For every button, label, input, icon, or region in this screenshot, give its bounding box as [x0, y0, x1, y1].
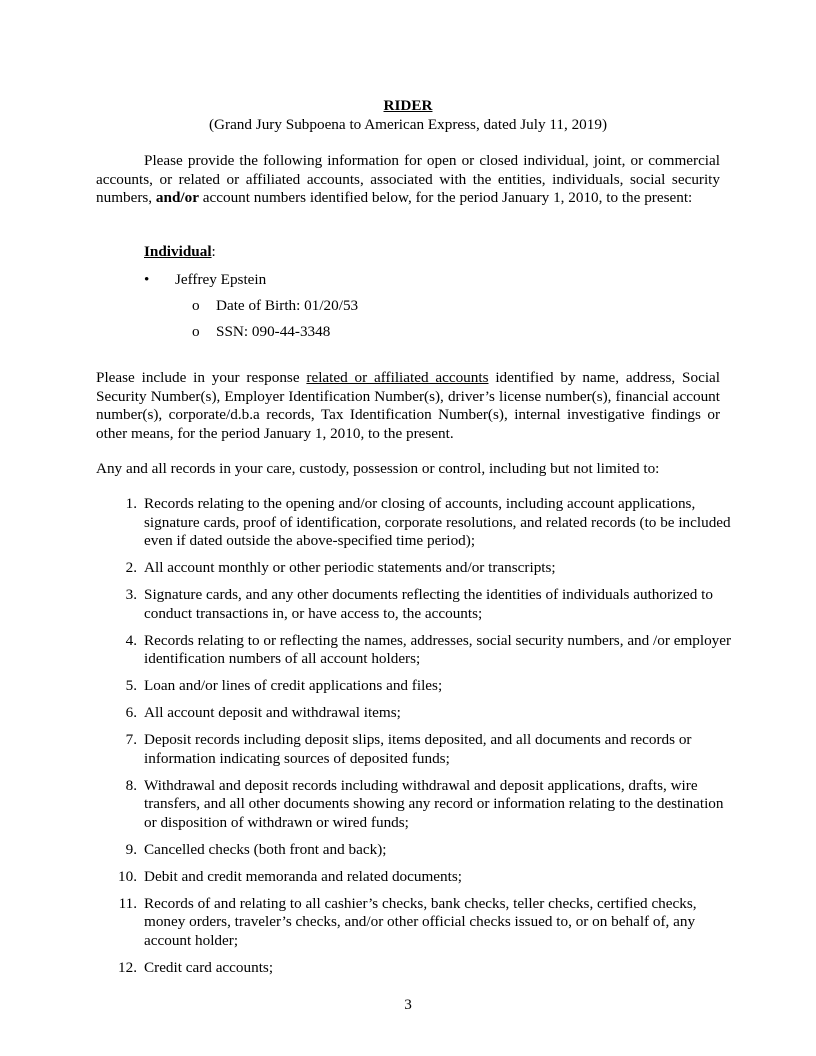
- list-item-number: 11.: [118, 894, 137, 912]
- individual-detail-item: [192, 297, 358, 316]
- list-item-text: All account monthly or other periodic statements and/or transcripts;: [144, 559, 556, 576]
- list-item-text: Withdrawal and deposit records including withdrawal and deposit applications, drafts, wire transfers, and all other documents showing any record or information relating to the destination or disposition of withdrawn or wired funds;: [144, 776, 724, 831]
- records-list: [96, 495, 739, 986]
- section-heading-label: Individual: [144, 243, 212, 260]
- list-item-number: 5.: [125, 677, 137, 694]
- list-item: [96, 868, 736, 887]
- individual-name: Jeffrey Epstein: [175, 271, 267, 288]
- related-text-after: identified by name, address, Social Security Number(s), Employer Identification Number(s), driver’s license number(s), financial account number(s), corporate/d.b.a records, Tax Identification Number(s), internal investigative findings or other means, for the period January 1, 2010, to the present.: [96, 369, 720, 442]
- list-item-text: Deposit records including deposit slips, items deposited, and all documents and records or information indicating sources of deposited funds;: [144, 731, 692, 767]
- document-subtitle: (Grand Jury Subpoena to American Express, dated July 11, 2019): [208, 116, 608, 133]
- list-item-text: Records relating to the opening and/or closing of accounts, including account applications, signature cards, proof of identification, corporate resolutions, and related records (to be included even if dated outside the above-specified time period);: [144, 495, 731, 549]
- list-item: [96, 677, 736, 696]
- list-item-text: Loan and/or lines of credit applications and files;: [144, 677, 443, 694]
- list-item-number: 10.: [118, 867, 137, 885]
- list-item-number: 3.: [125, 586, 137, 603]
- list-item: [96, 895, 736, 951]
- list-item-text: All account deposit and withdrawal items;: [144, 704, 401, 721]
- related-text-underlined: related or affiliated accounts: [306, 369, 489, 386]
- list-item: [96, 777, 736, 833]
- list-item-number: 8.: [125, 776, 137, 794]
- list-item-text: Records relating to or reflecting the names, addresses, social security numbers, and /or employer identification numbers of all account holders;: [144, 631, 739, 667]
- list-item-number: 4.: [125, 631, 137, 649]
- list-item-text: Credit card accounts;: [144, 958, 274, 976]
- bullet-icon: •: [144, 271, 150, 288]
- list-item-text: Debit and credit memoranda and related documents;: [144, 867, 462, 885]
- intro-text-part1: Please provide the following information for open or closed individual, joint, or commercial accounts, or related or affiliated accounts, associated with the entities, individuals, social security numbers,: [96, 152, 720, 206]
- list-item-number: 6.: [125, 704, 137, 721]
- list-item-text: Cancelled checks (both front and back);: [144, 840, 387, 858]
- records-intro-paragraph: Any and all records in your care, custody, possession or control, including but not limited to:: [96, 460, 660, 477]
- page-number: 3: [404, 996, 412, 1013]
- list-item: [96, 704, 736, 723]
- list-item: [96, 586, 736, 623]
- list-item: [96, 559, 736, 578]
- intro-text-part2: account numbers identified below, for the period January 1, 2010, to the present:: [198, 189, 693, 206]
- circle-bullet-icon: o: [192, 297, 200, 314]
- list-item: [96, 495, 736, 551]
- circle-bullet-icon: o: [192, 323, 200, 340]
- individual-ssn: SSN: 090-44-3348: [216, 323, 331, 340]
- related-text-before: Please include in your response: [96, 369, 307, 386]
- document-title: RIDER: [383, 97, 433, 114]
- section-heading-colon: :: [211, 243, 216, 260]
- list-item-number: 7.: [125, 731, 137, 748]
- list-item: [96, 841, 736, 860]
- list-item-text: Signature cards, and any other documents reflecting the identities of individuals authorized to conduct transactions in, or have access to, the accounts;: [144, 586, 713, 622]
- individual-dob: Date of Birth: 01/20/53: [216, 297, 359, 314]
- list-item-text: Records of and relating to all cashier’s checks, bank checks, teller checks, certified checks, money orders, traveler’s checks, and/or other official checks issued to, or on behalf of, any account holder;: [144, 894, 697, 949]
- list-item: [96, 631, 739, 669]
- list-item-number: 1.: [125, 495, 137, 512]
- intro-text-bold: and/or: [155, 189, 199, 206]
- individual-detail-item: [192, 323, 330, 342]
- list-item-number: 2.: [125, 559, 137, 576]
- list-item-number: 12.: [118, 958, 137, 976]
- list-item-number: 9.: [125, 840, 137, 858]
- intro-paragraph: [96, 152, 720, 208]
- related-accounts-paragraph: [96, 369, 720, 443]
- section-heading-individual: [144, 243, 216, 262]
- list-item: [96, 959, 736, 978]
- list-item: [96, 731, 736, 768]
